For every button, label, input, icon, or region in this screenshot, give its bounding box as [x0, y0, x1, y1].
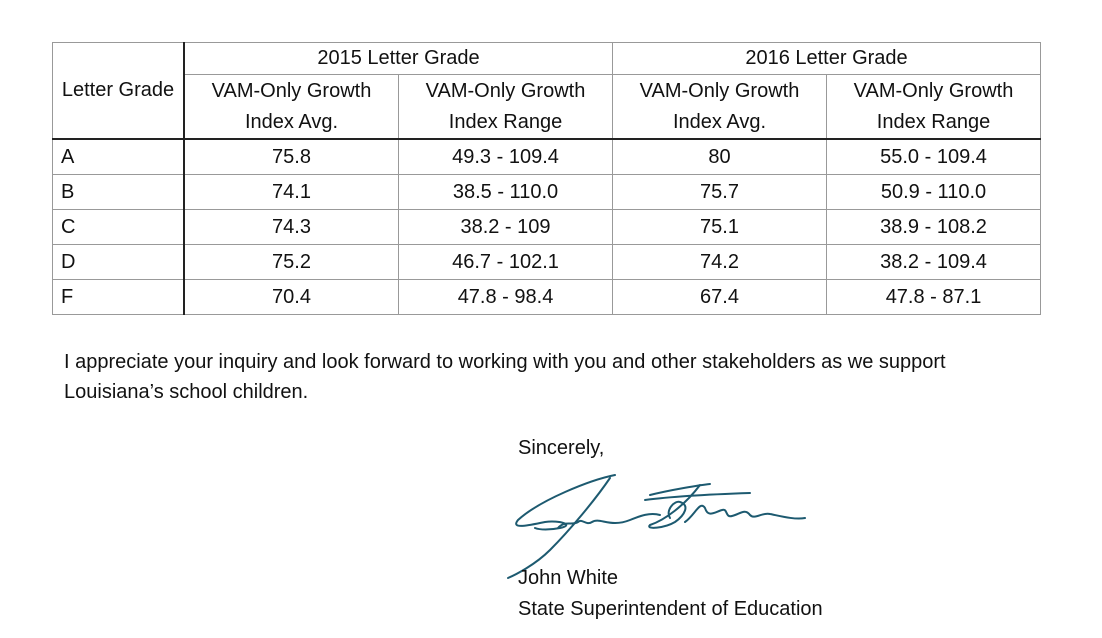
- value-cell: 46.7 - 102.1: [399, 245, 613, 280]
- table-row: [53, 210, 1041, 245]
- signoff: Sincerely,: [518, 437, 605, 459]
- value-cell: 74.2: [613, 245, 827, 280]
- value-cell: 75.1: [613, 210, 827, 245]
- value-cell: 50.9 - 110.0: [827, 175, 1041, 210]
- table-row: [53, 139, 1041, 175]
- grade-growth-table: [52, 42, 1041, 315]
- grade-cell: B: [53, 175, 185, 210]
- subheader: VAM-Only Growth Index Avg.: [613, 75, 827, 140]
- value-cell: 74.3: [184, 210, 399, 245]
- grade-cell: A: [53, 139, 185, 175]
- value-cell: 75.2: [184, 245, 399, 280]
- signer-name: John White: [518, 567, 619, 589]
- group-header-2015: 2015 Letter Grade: [184, 43, 613, 75]
- value-cell: 75.8: [184, 139, 399, 175]
- value-cell: 67.4: [613, 280, 827, 315]
- value-cell: 38.5 - 110.0: [399, 175, 613, 210]
- value-cell: 38.2 - 109: [399, 210, 613, 245]
- value-cell: 74.1: [184, 175, 399, 210]
- table-row: [53, 175, 1041, 210]
- grade-cell: F: [53, 280, 185, 315]
- value-cell: 49.3 - 109.4: [399, 139, 613, 175]
- value-cell: 47.8 - 87.1: [827, 280, 1041, 315]
- value-cell: 55.0 - 109.4: [827, 139, 1041, 175]
- grade-cell: C: [53, 210, 185, 245]
- value-cell: 38.2 - 109.4: [827, 245, 1041, 280]
- table-row: [53, 245, 1041, 280]
- closing-paragraph: I appreciate your inquiry and look forward to working with you and other stakeholders as we support Louisiana’s school children.: [64, 351, 946, 403]
- grade-cell: D: [53, 245, 185, 280]
- letter-grade-header: Letter Grade: [53, 43, 185, 140]
- signer-title: State Superintendent of Education: [518, 598, 823, 620]
- group-header-2016: 2016 Letter Grade: [613, 43, 1041, 75]
- value-cell: 38.9 - 108.2: [827, 210, 1041, 245]
- value-cell: 80: [613, 139, 827, 175]
- subheader: VAM-Only Growth Index Range: [827, 75, 1041, 140]
- subheader: VAM-Only Growth Index Range: [399, 75, 613, 140]
- table-row: [53, 280, 1041, 315]
- value-cell: 70.4: [184, 280, 399, 315]
- value-cell: 75.7: [613, 175, 827, 210]
- value-cell: 47.8 - 98.4: [399, 280, 613, 315]
- subheader: VAM-Only Growth Index Avg.: [184, 75, 399, 140]
